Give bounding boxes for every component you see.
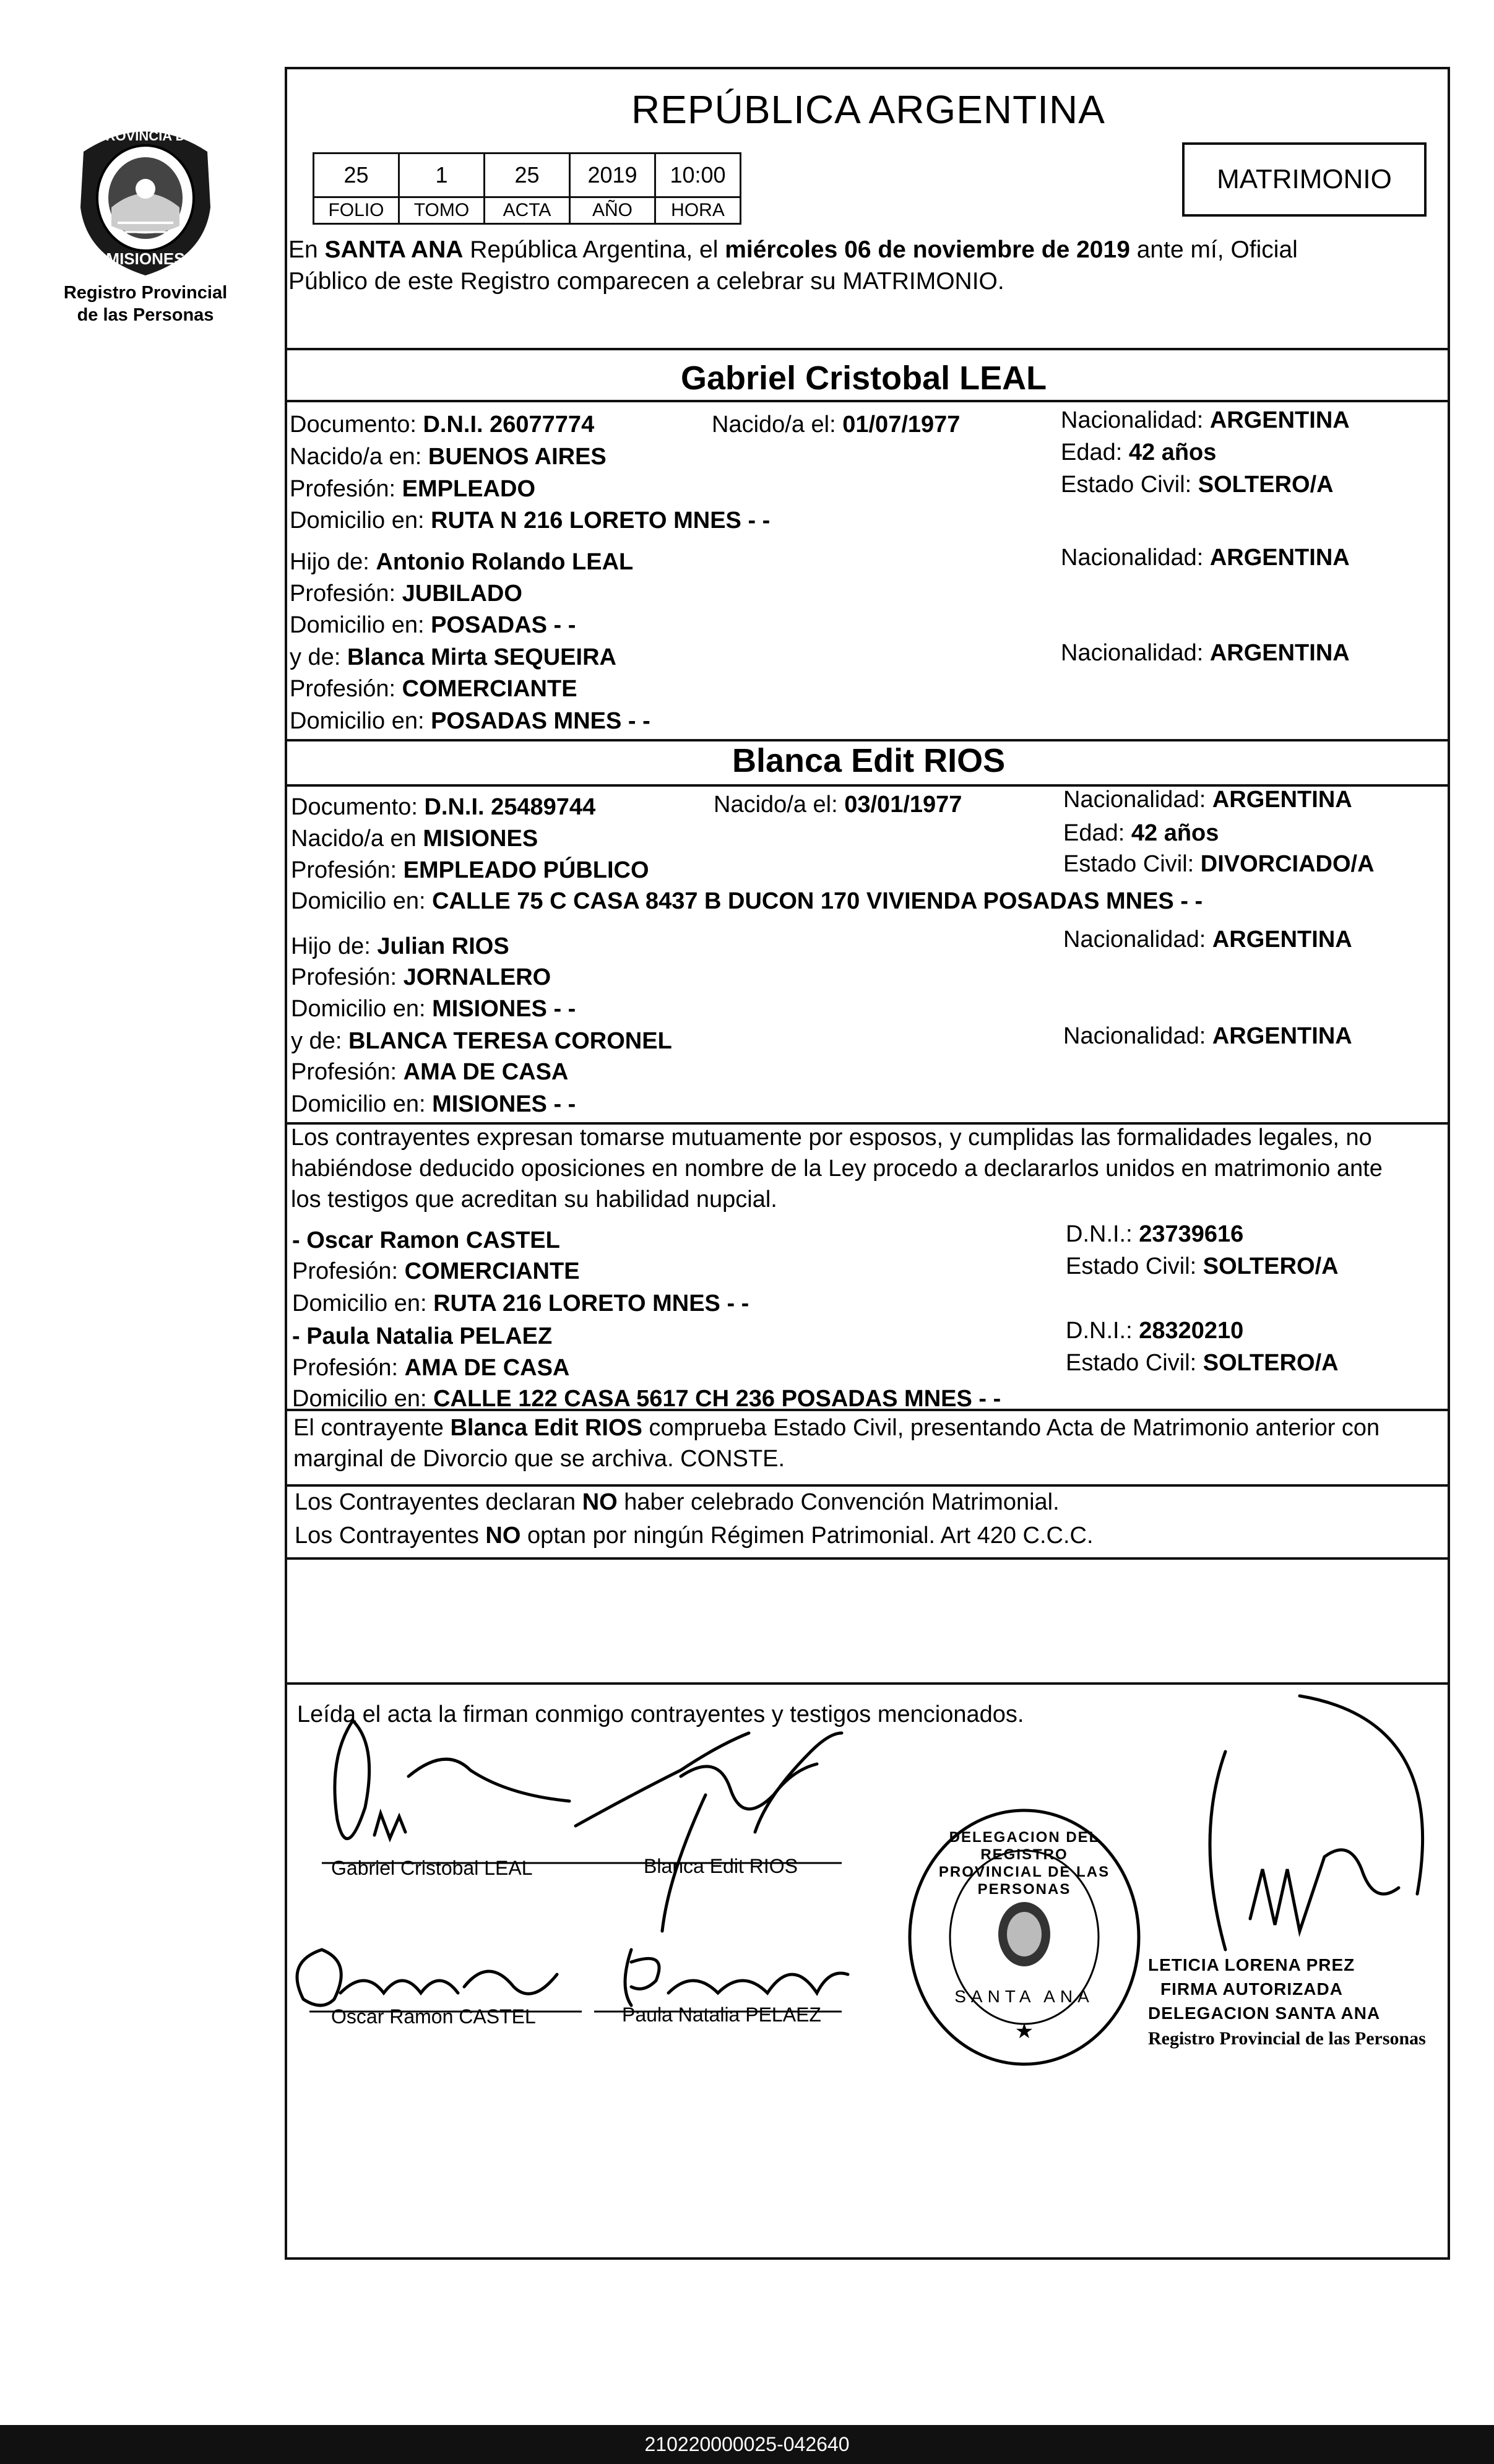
spouse2-mother-prof: Profesión: AMA DE CASA [291, 1059, 569, 1085]
witness2-civil: Estado Civil: SOLTERO/A [1066, 1350, 1339, 1376]
spouse2-birthplace: Nacido/a en MISIONES [291, 826, 538, 852]
witness1-name: - Oscar Ramon CASTEL [292, 1227, 560, 1253]
witness2-dni: D.N.I.: 28320210 [1066, 1318, 1244, 1344]
spouse2-age: Edad: 42 años [1063, 820, 1219, 846]
seal-bottom-text: MISIONES [106, 249, 185, 268]
spouse1-name: Gabriel Cristobal LEAL [681, 360, 1047, 397]
spouse1-father-prof: Profesión: JUBILADO [290, 581, 522, 607]
signature-label-spouse2: Blanca Edit RIOS [644, 1855, 798, 1877]
spouse2-name: Blanca Edit RIOS [732, 742, 1006, 779]
tomo-value: 1 [399, 153, 485, 197]
document-type-box: MATRIMONIO [1182, 142, 1427, 217]
spouse2-doc: Documento: D.N.I. 25489744 [291, 794, 596, 820]
spouse2-mother-addr: Domicilio en: MISIONES - - [291, 1091, 576, 1117]
spouse2-nat: Nacionalidad: ARGENTINA [1063, 787, 1352, 813]
spouse2-civil: Estado Civil: DIVORCIADO/A [1063, 851, 1375, 877]
witness1-civil: Estado Civil: SOLTERO/A [1066, 1253, 1339, 1279]
year-value: 2019 [570, 153, 655, 197]
acta-label: ACTA [485, 197, 570, 224]
spouse2-father-addr: Domicilio en: MISIONES - - [291, 996, 576, 1022]
signature-label-witness2: Paula Natalia PELAEZ [622, 2004, 821, 2026]
stamp-outer-text: DELEGACION DEL REGISTRO PROVINCIAL DE LAS PERSONAS [938, 1829, 1110, 1898]
declaration-paragraph: Los contrayentes expresan tomarse mutuamente por esposos, y cumplidas las formalidades legales, no habiéndose deducido oposiciones en nombre de la Ley procedo a declararlos unidos en matrimonio ante los testigos que acreditan su habilidad nupcial. [291, 1125, 1383, 1213]
spouse1-father-addr: Domicilio en: POSADAS - - [290, 612, 576, 638]
spouse1-birthplace: Nacido/a en: BUENOS AIRES [290, 444, 607, 470]
civil-status-note: El contrayente Blanca Edit RIOS comprueba Estado Civil, presentando Acta de Matrimonio anterior con marginal de Divorcio que se archiva. CONSTE. [293, 1415, 1380, 1472]
spouse1-mother: y de: Blanca Mirta SEQUEIRA [290, 644, 616, 670]
stamp-inner-text: SANTA ANA [954, 1987, 1094, 2006]
tomo-label: TOMO [399, 197, 485, 224]
spouse1-father-nat: Nacionalidad: ARGENTINA [1061, 545, 1350, 571]
spouse1-addr: Domicilio en: RUTA N 216 LORETO MNES - - [290, 508, 771, 534]
logo-caption: Registro Provincial de las Personas [63, 283, 228, 326]
spouse2-father-nat: Nacionalidad: ARGENTINA [1063, 927, 1352, 953]
spouse1-prof: Profesión: EMPLEADO [290, 476, 536, 502]
spouse1-doc: Documento: D.N.I. 26077774 [290, 412, 595, 438]
divider [285, 1557, 1450, 1560]
seal-top-text: PROVINCIA DE [96, 128, 195, 144]
spouse1-age: Edad: 42 años [1061, 439, 1217, 465]
witness2-prof: Profesión: AMA DE CASA [292, 1355, 570, 1381]
spouse2-mother: y de: BLANCA TERESA CORONEL [291, 1028, 672, 1054]
spouse1-nat: Nacionalidad: ARGENTINA [1061, 407, 1350, 433]
spouse2-father: Hijo de: Julian RIOS [291, 933, 509, 959]
divider [285, 400, 1450, 402]
witness2-addr: Domicilio en: CALLE 122 CASA 5617 CH 236 POSADAS MNES - - [292, 1386, 1001, 1412]
spouse2-born: Nacido/a el: 03/01/1977 [714, 792, 962, 818]
spouse2-addr: Domicilio en: CALLE 75 C CASA 8437 B DUCON 170 VIVIENDA POSADAS MNES - - [291, 888, 1203, 914]
spouse1-mother-nat: Nacionalidad: ARGENTINA [1061, 640, 1350, 666]
svg-text:★: ★ [1014, 2020, 1034, 2043]
hour-label: HORA [655, 197, 741, 224]
spouse2-father-prof: Profesión: JORNALERO [291, 964, 551, 990]
witness1-prof: Profesión: COMERCIANTE [292, 1258, 580, 1284]
witness2-name: - Paula Natalia PELAEZ [292, 1323, 553, 1349]
spouse1-mother-addr: Domicilio en: POSADAS MNES - - [290, 708, 650, 734]
witness1-addr: Domicilio en: RUTA 216 LORETO MNES - - [292, 1290, 749, 1316]
page-title: REPÚBLICA ARGENTINA [631, 87, 1105, 132]
registry-table [313, 152, 741, 225]
signature-label-witness1: Oscar Ramon CASTEL [331, 2005, 536, 2028]
official-stamp [904, 1804, 1145, 2070]
acta-value: 25 [485, 153, 570, 197]
folio-value: 25 [314, 153, 399, 197]
spouse1-born: Nacido/a el: 01/07/1977 [712, 412, 961, 438]
spouse2-mother-nat: Nacionalidad: ARGENTINA [1063, 1023, 1352, 1049]
divider [285, 348, 1450, 350]
year-label: AÑO [570, 197, 655, 224]
signature-label-spouse1: Gabriel Cristobal LEAL [331, 1857, 533, 1879]
spouse1-father: Hijo de: Antonio Rolando LEAL [290, 549, 634, 575]
intro-paragraph: En SANTA ANA República Argentina, el miércoles 06 de noviembre de 2019 ante mí, Oficial Público de este Registro comparecen a celebrar su MATRIMONIO. [288, 236, 1298, 295]
spouse1-mother-prof: Profesión: COMERCIANTE [290, 676, 577, 702]
conventions-text: Los Contrayentes declaran NO haber celebrado Convención Matrimonial. Los Contrayentes NO optan por ningún Régimen Patrimonial. Art 420 C.C.C. [295, 1489, 1094, 1549]
province-seal [59, 115, 232, 282]
spouse2-prof: Profesión: EMPLEADO PÚBLICO [291, 857, 649, 883]
folio-label: FOLIO [314, 197, 399, 224]
document-code-footer: 210220000025-042640 [0, 2425, 1494, 2464]
spouse1-civil: Estado Civil: SOLTERO/A [1061, 472, 1334, 498]
witness1-dni: D.N.I.: 23739616 [1066, 1221, 1244, 1247]
officer-block: LETICIA LORENA PREZ FIRMA AUTORIZADA DELEGACION SANTA ANA Registro Provincial de las Personas [1148, 1955, 1426, 2049]
hour-value: 10:00 [655, 153, 741, 197]
read-statement: Leída el acta la firman conmigo contrayentes y testigos mencionados. [297, 1701, 1024, 1727]
